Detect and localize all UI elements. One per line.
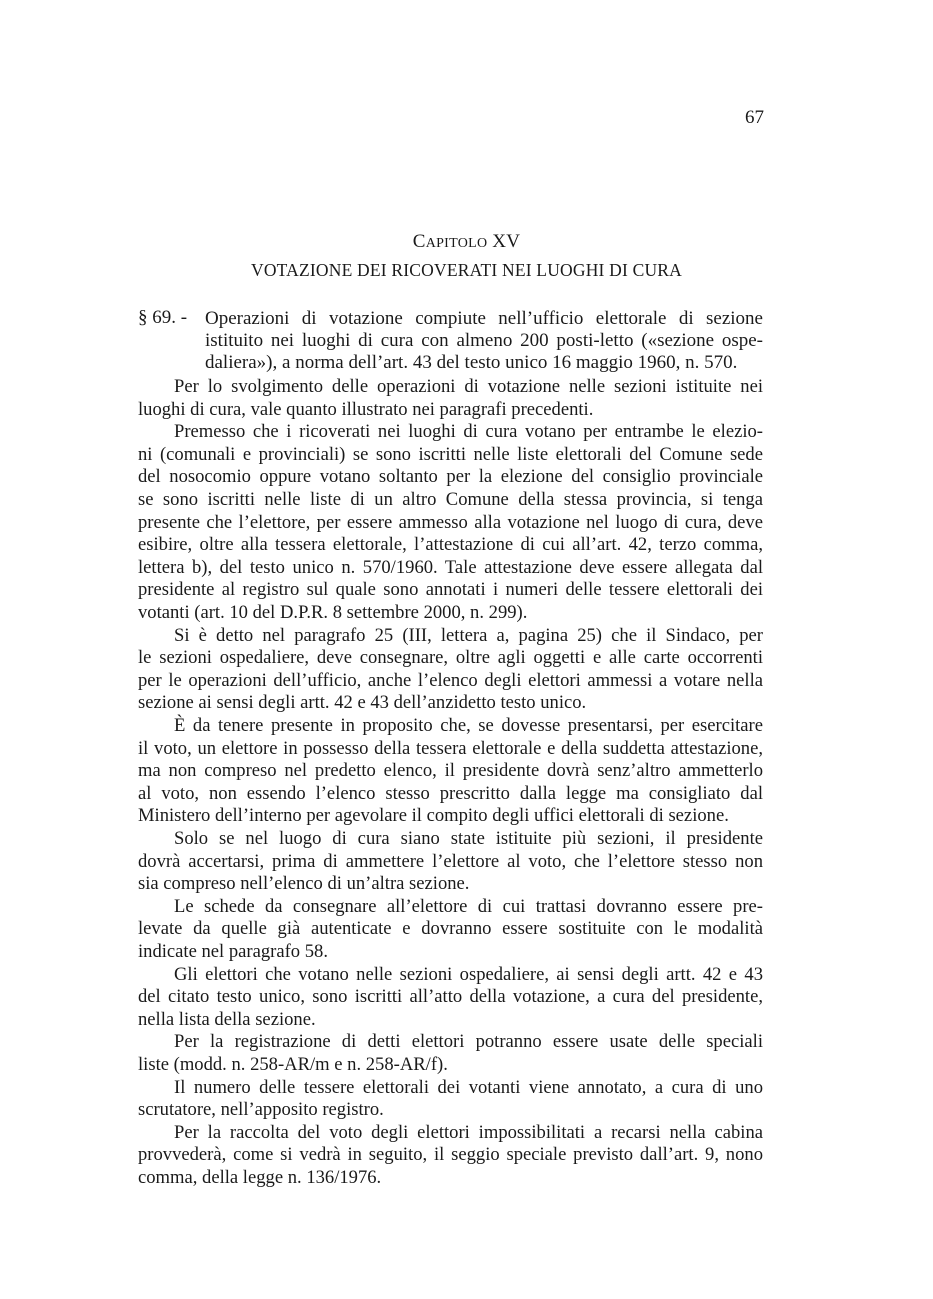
body-line: presente che l’elettore, per essere ammesso alla votazione nel luogo di cura, deve — [138, 511, 763, 533]
body-line: scrutatore, nell’apposito registro. — [138, 1099, 384, 1121]
body-line: luoghi di cura, vale quanto illustrato nei paragrafi precedenti. — [138, 398, 594, 420]
body-line: del citato testo unico, sono iscritti all’atto della votazione, a cura del presidente, — [138, 986, 763, 1008]
body-line: nella lista della sezione. — [138, 1008, 316, 1030]
body-line: Solo se nel luogo di cura siano state istituite più sezioni, il presidente — [174, 828, 763, 849]
body-line: Si è detto nel paragrafo 25 (III, lettera a, pagina 25) che il Sindaco, per — [174, 624, 763, 646]
body-line: lettera b), del testo unico n. 570/1960. Tale attestazione deve essere allegata dal — [138, 556, 763, 578]
chapter-title: VOTAZIONE DEI RICOVERATI NEI LUOGHI DI CURA — [250, 260, 683, 280]
body-line: presidente al registro sul quale sono annotati i numeri delle tessere elettorali dei — [138, 579, 763, 601]
body-line: ni (comunali e provinciali) se sono iscritti nelle liste elettorali del Comune sede — [138, 443, 763, 465]
section-heading-line: Operazioni di votazione compiute nell’ufficio elettorale di sezione — [205, 308, 763, 329]
body-line: del nosocomio oppure votano soltanto per la elezione del consiglio provinciale — [138, 466, 763, 488]
chapter-label — [0, 231, 933, 253]
body-line: le sezioni ospedaliere, deve consegnare, oltre agli oggetti e alle carte occorrenti — [138, 647, 763, 669]
body-line: provvederà, come si vedrà in seguito, il seggio speciale previsto dall’art. 9, nono — [138, 1144, 763, 1166]
body-line: Per lo svolgimento delle operazioni di votazione nelle sezioni istituite nei — [174, 376, 763, 397]
body-line: Le schede da consegnare all’elettore di cui trattasi dovranno essere pre- — [174, 895, 763, 917]
chapter-numeral: XV — [492, 231, 521, 252]
chapter-label-smallcaps: APITOLO — [425, 236, 488, 251]
body-line: al voto, non essendo l’elenco stesso prescritto dalla legge ma consigliato dal — [138, 782, 763, 804]
body-line: dovrà accertarsi, prima di ammettere l’elettore al voto, che l’elettore stesso non — [138, 850, 763, 872]
body-line: È da tenere presente in proposito che, se dovesse presentarsi, per esercitare — [174, 715, 763, 736]
body-line: se sono iscritti nelle liste di un altro Comune della stessa provincia, si tenga — [138, 489, 763, 510]
body-line: Per la registrazione di detti elettori potranno essere usate delle speciali — [174, 1031, 763, 1053]
body-line: votanti (art. 10 del D.P.R. 8 settembre 2000, n. 299). — [138, 602, 528, 623]
section-heading-line: istituito nei luoghi di cura con almeno 200 posti-letto («sezione ospe- — [205, 330, 763, 351]
page-number: 67 — [745, 107, 764, 128]
chapter-label-initial: C — [412, 231, 426, 252]
body-line: Il numero delle tessere elettorali dei votanti viene annotato, a cura di uno — [174, 1076, 763, 1098]
body-line: esibire, oltre alla tessera elettorale, l’attestazione di cui all’art. 42, terzo comma, — [138, 534, 763, 556]
body-line: levate da quelle già autenticate e dovranno essere sostituite con le modalità — [138, 918, 763, 940]
body-line: Ministero dell’interno per agevolare il compito degli uffici elettorali di sezione. — [138, 805, 729, 827]
body-line: liste (modd. n. 258-AR/m e n. 258-AR/f). — [138, 1054, 448, 1075]
body-line: sia compreso nell’elenco di un’altra sezione. — [138, 873, 470, 895]
body-line: comma, della legge n. 136/1976. — [138, 1167, 382, 1188]
body-line: Premesso che i ricoverati nei luoghi di cura votano per entrambe le elezio- — [174, 421, 763, 443]
body-line: indicate nel paragrafo 58. — [138, 941, 328, 962]
body-line: Per la raccolta del voto degli elettori impossibilitati a recarsi nella cabina — [174, 1121, 763, 1143]
body-line: per le operazioni dell’ufficio, anche l’elenco degli elettori ammessi a votare nella — [138, 669, 763, 691]
section-heading-line: daliera»), a norma dell’art. 43 del testo unico 16 maggio 1960, n. 570. — [205, 352, 738, 373]
body-line: Gli elettori che votano nelle sezioni ospedaliere, ai sensi degli artt. 42 e 43 — [174, 963, 763, 985]
section-number: § 69. - — [138, 307, 188, 328]
body-line: ma non compreso nel predetto elenco, il presidente dovrà senz’altro ammetterlo — [138, 760, 763, 782]
body-line: sezione ai sensi degli artt. 42 e 43 dell’anzidetto testo unico. — [138, 692, 587, 714]
body-line: il voto, un elettore in possesso della tessera elettorale e della suddetta attestazione, — [138, 737, 763, 759]
